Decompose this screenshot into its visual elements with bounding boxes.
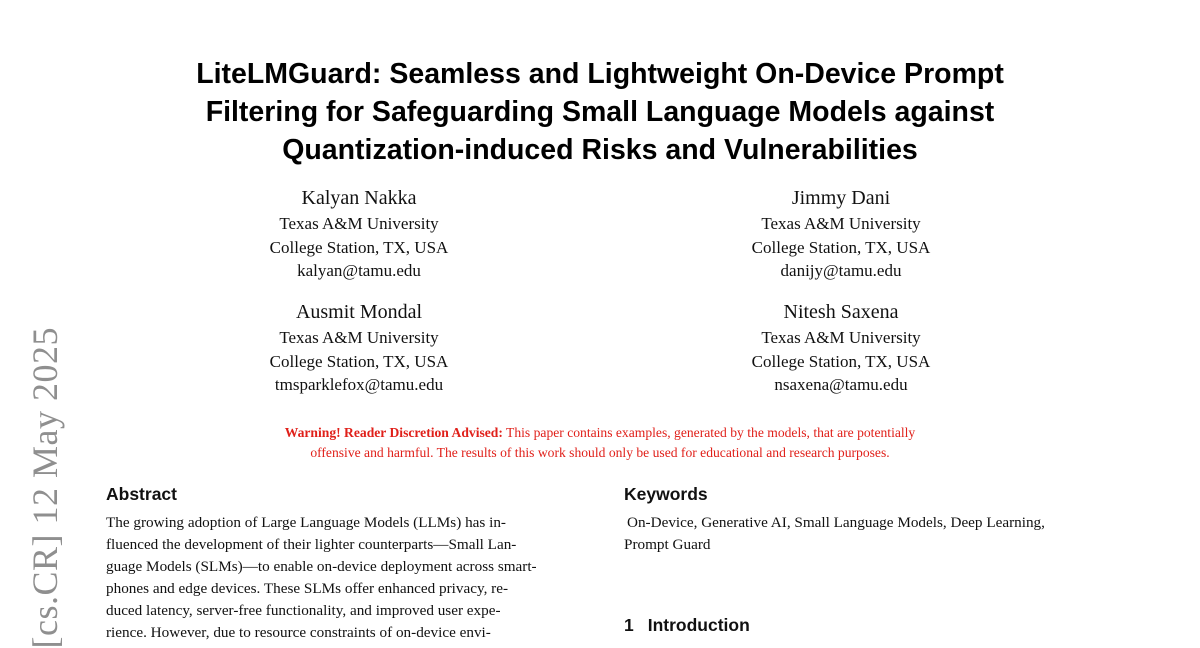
author-affiliation: Texas A&M University [279,214,439,233]
abstract-line: fluenced the development of their lighter counterparts—Small Lan- [106,536,517,553]
warning-line-2: offensive and harmful. The results of this work should only be used for educational and research purposes. [310,444,890,460]
abstract-line: rience. However, due to resource constraints of on-device envi- [106,624,491,641]
author-email: kalyan@tamu.edu [297,261,421,280]
abstract-heading: Abstract [106,484,177,504]
section-number: 1 [624,615,634,635]
author-location: College Station, TX, USA [269,237,449,257]
keywords-body [624,512,1124,556]
author-affiliation: Texas A&M University [761,328,921,347]
paper-title [100,55,1100,169]
author-location: College Station, TX, USA [269,351,449,371]
abstract-line: The growing adoption of Large Language Models (LLMs) has in- [106,514,506,531]
keywords-line: Prompt Guard [624,536,711,553]
author-location: College Station, TX, USA [751,351,931,371]
author-name: Ausmit Mondal [295,301,423,323]
keywords-heading: Keywords [624,484,708,504]
arxiv-stamp-text: [cs.CR] 12 May 2025 [25,326,65,648]
author-affiliation: Texas A&M University [761,214,921,233]
author-location: College Station, TX, USA [751,237,931,257]
title-line: Filtering for Safeguarding Small Language Models against [205,96,995,128]
warning-label: Warning! Reader Discretion Advised: [284,425,503,440]
author-name: Kalyan Nakka [301,187,417,209]
author-block [681,300,1001,397]
keywords-line: On-Device, Generative AI, Small Language Models, Deep Learning, [627,514,1045,531]
author-affiliation: Texas A&M University [279,328,439,347]
abstract-body [106,512,586,644]
author-name: Jimmy Dani [791,187,891,209]
author-email: tmsparklefox@tamu.edu [274,375,444,394]
introduction-heading [624,615,750,636]
abstract-line: duced latency, server-free functionality, and improved user expe- [106,602,501,619]
author-block [199,186,519,283]
abstract-line: guage Models (SLMs)—to enable on-device deployment across smart- [106,558,537,575]
warning-line-1 [150,423,1050,443]
author-name: Nitesh Saxena [783,301,899,323]
section-title: Introduction [647,615,750,635]
arxiv-stamp [20,296,70,648]
title-line: LiteLMGuard: Seamless and Lightweight On-Device Prompt [196,58,1004,90]
title-line: Quantization-induced Risks and Vulnerabilities [282,134,918,166]
author-email: danijy@tamu.edu [780,261,902,280]
warning-line-1-text: This paper contains examples, generated by the models, that are potentially [502,425,916,440]
author-block [681,186,1001,283]
content-warning [150,423,1050,462]
author-block [199,300,519,397]
abstract-line: phones and edge devices. These SLMs offer enhanced privacy, re- [106,580,509,597]
author-email: nsaxena@tamu.edu [774,375,908,394]
